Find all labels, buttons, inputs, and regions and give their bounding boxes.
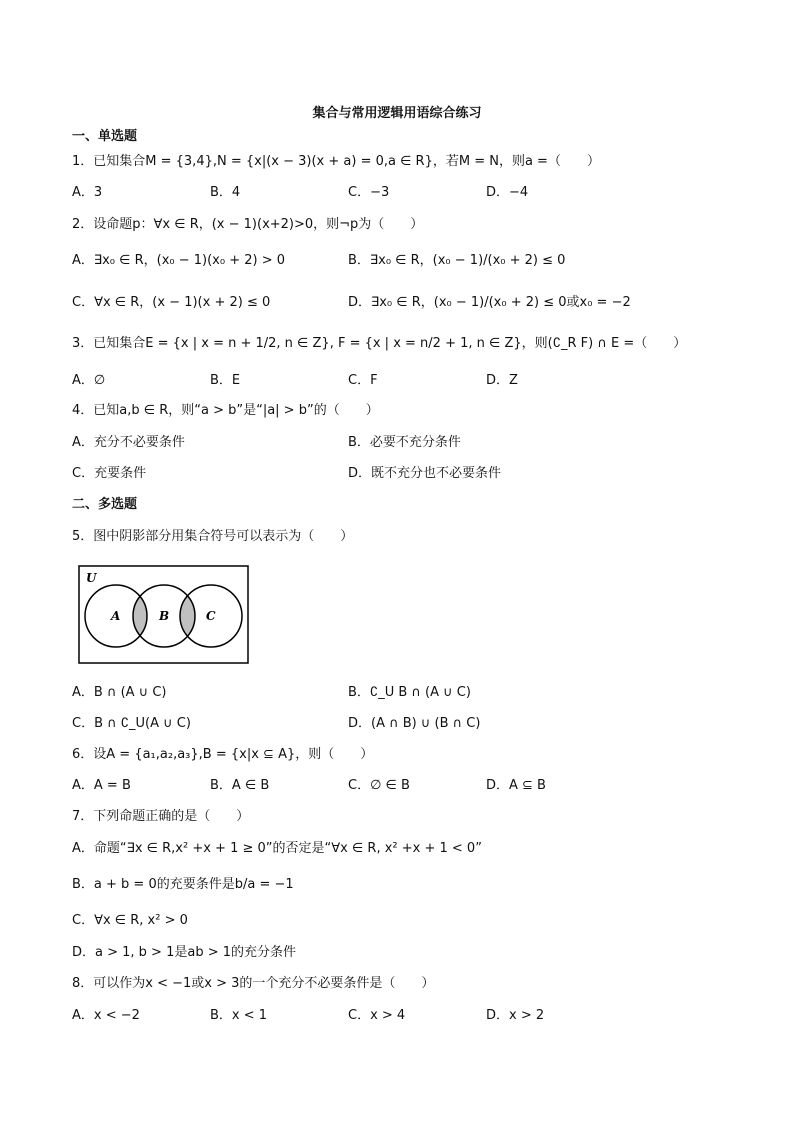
q2-stem: 2．设命题p：∀x ∈ R，(x − 1)(x+2)>0，则¬p为（ ） [72, 217, 424, 232]
q3-stem: 3．已知集合E = {x | x = n + 1/2, n ∈ Z}, F = {x | x = n/2 + 1, n ∈ Z}，则(∁_R F) ∩ E =（ ） [72, 336, 687, 351]
q6-stem: 6．设A = {a₁,a₂,a₃},B = {x|x ⊆ A}，则（ ） [72, 747, 374, 762]
q1-option-c: C．−3 [348, 185, 390, 200]
q4-option-b: B．必要不充分条件 [348, 435, 461, 450]
label-u: U [86, 571, 97, 585]
q6-option-b: B．A ∈ B [210, 778, 270, 793]
label-b: B [159, 609, 170, 623]
q3-option-b: B．E [210, 373, 241, 388]
q1-option-b: B．4 [210, 185, 241, 200]
q4-option-a: A．充分不必要条件 [72, 435, 185, 450]
section-single-choice: 一、单选题 [72, 129, 138, 144]
q2-option-c: C．∀x ∈ R，(x − 1)(x + 2) ≤ 0 [72, 295, 271, 310]
q3-option-a: A．∅ [72, 373, 106, 388]
q7-option-d: D．a > 1, b > 1是ab > 1的充分条件 [72, 945, 296, 960]
q7-option-a: A．命题“∃x ∈ R,x² +x + 1 ≥ 0”的否定是“∀x ∈ R, x² +x + 1 < 0” [72, 841, 482, 856]
q1-option-d: D．−4 [486, 185, 529, 200]
q7-stem: 7．下列命题正确的是（ ） [72, 809, 250, 824]
q8-option-c: C．x > 4 [348, 1008, 406, 1023]
q7-option-c: C．∀x ∈ R, x² > 0 [72, 913, 188, 928]
q5-option-b: B．∁_U B ∩ (A ∪ C) [348, 685, 471, 700]
q6-option-c: C．∅ ∈ B [348, 778, 410, 793]
q2-option-d: D．∃x₀ ∈ R，(x₀ − 1)/(x₀ + 2) ≤ 0或x₀ = −2 [348, 295, 631, 310]
q8-option-d: D．x > 2 [486, 1008, 545, 1023]
q6-option-d: D．A ⊆ B [486, 778, 546, 793]
q3-option-d: D．Z [486, 373, 518, 388]
q8-option-b: B．x < 1 [210, 1008, 268, 1023]
page-title: 集合与常用逻辑用语综合练习 [312, 106, 482, 121]
label-a: A [111, 609, 121, 623]
q4-stem: 4．已知a,b ∈ R，则“a > b”是“|a| > b”的（ ） [72, 403, 379, 418]
q1-stem: 1．已知集合M = {3,4},N = {x|(x − 3)(x + a) = 0,a ∈ R}，若M = N，则a =（ ） [72, 154, 600, 169]
q5-option-c: C．B ∩ ∁_U(A ∪ C) [72, 716, 191, 731]
q1-option-a: A．3 [72, 185, 103, 200]
q3-option-c: C．F [348, 373, 378, 388]
q8-stem: 8．可以作为x < −1或x > 3的一个充分不必要条件是（ ） [72, 976, 435, 991]
label-c: C [206, 609, 216, 623]
q5-option-d: D．(A ∩ B) ∪ (B ∩ C) [348, 716, 481, 731]
q5-stem: 5．图中阴影部分用集合符号可以表示为（ ） [72, 529, 354, 544]
q4-option-d: D．既不充分也不必要条件 [348, 466, 502, 481]
q6-option-a: A．A = B [72, 778, 131, 793]
q2-option-a: A．∃x₀ ∈ R，(x₀ − 1)(x₀ + 2) > 0 [72, 253, 286, 268]
q5-option-a: A．B ∩ (A ∪ C) [72, 685, 167, 700]
q7-option-b: B．a + b = 0的充要条件是b/a = −1 [72, 877, 294, 892]
q2-option-b: B．∃x₀ ∈ R，(x₀ − 1)/(x₀ + 2) ≤ 0 [348, 253, 566, 268]
venn-diagram [78, 565, 249, 664]
q8-option-a: A．x < −2 [72, 1008, 140, 1023]
section-multiple-choice: 二、多选题 [72, 497, 138, 512]
q4-option-c: C．充要条件 [72, 466, 147, 481]
